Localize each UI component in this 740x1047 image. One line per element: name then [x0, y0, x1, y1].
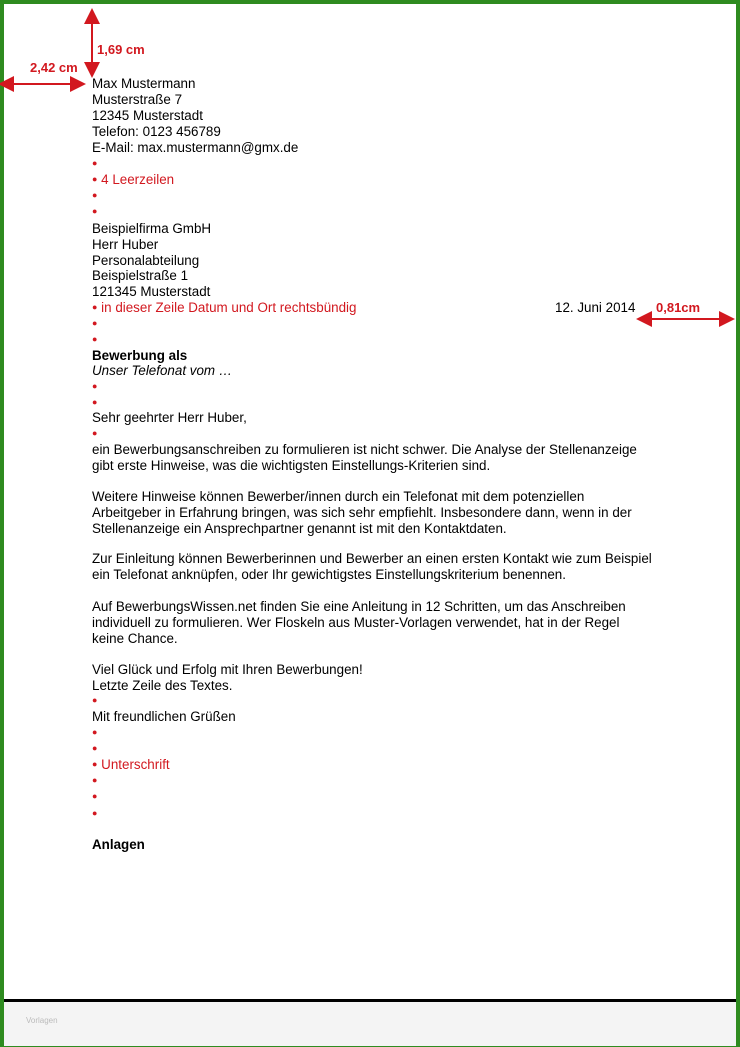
blank-line-marker [92, 693, 97, 710]
blank-line-marker [92, 725, 97, 742]
blank-line-marker [92, 156, 97, 173]
body-line: Auf BewerbungsWissen.net finden Sie eine Anleitung in 12 Schritten, um das Anschreiben [92, 599, 626, 614]
body-line: individuell zu formulieren. Wer Floskeln aus Muster-Vorlagen verwendet, hat in der Regel [92, 615, 620, 630]
attachments-heading: Anlagen [92, 837, 145, 852]
salutation: Sehr geehrter Herr Huber, [92, 410, 247, 425]
sender-email: E-Mail: max.mustermann@gmx.de [92, 140, 299, 155]
top-margin-label: 1,69 cm [97, 42, 145, 57]
body-line: ein Telefonat anknüpfen, oder Ihr gewichtigstes Einstellungskriterium benennen. [92, 567, 566, 582]
signature-hint [92, 757, 170, 774]
date-hint-text: in dieser Zeile Datum und Ort rechtsbündig [101, 300, 357, 315]
left-margin-label: 2,42 cm [30, 60, 78, 75]
letter-date: 12. Juni 2014 [555, 300, 636, 315]
body-line: Stellenanzeige ein Ansprechpartner genannt ist mit den Kontaktdaten. [92, 521, 507, 536]
body-line: Arbeitgeber in Erfahrung bringen, was sich sehr empfiehlt. Insbesondere dann, wenn in der [92, 505, 632, 520]
blank-line-hint [92, 172, 174, 189]
blank-line-marker [92, 741, 97, 758]
sender-street: Musterstraße 7 [92, 92, 183, 107]
recipient-department: Personalabteilung [92, 253, 200, 268]
sender-phone: Telefon: 0123 456789 [92, 124, 221, 139]
body-line: Letzte Zeile des Textes. [92, 678, 233, 693]
closing: Mit freundlichen Grüßen [92, 709, 236, 724]
recipient-company: Beispielfirma GmbH [92, 221, 212, 236]
blank-line-marker [92, 426, 97, 443]
body-line: Zur Einleitung können Bewerberinnen und Bewerber an einen ersten Kontakt wie zum Beispiel [92, 551, 652, 566]
body-line: Viel Glück und Erfolg mit Ihren Bewerbungen! [92, 662, 363, 677]
recipient-street: Beispielstraße 1 [92, 268, 189, 283]
sender-name: Max Mustermann [92, 76, 196, 91]
body-line: Weitere Hinweise können Bewerber/innen durch ein Telefonat mit dem potenziellen [92, 489, 585, 504]
blank-line-marker [92, 789, 97, 806]
subject-line: Bewerbung als [92, 348, 188, 363]
date-line-hint [92, 300, 356, 317]
blank-line-marker [92, 806, 97, 823]
blank-line-marker [92, 316, 97, 333]
blank-line-marker [92, 204, 97, 221]
body-line: gibt erste Hinweise, was die wichtigsten Einstellungs-Kriterien sind. [92, 458, 491, 473]
footer-bar [4, 999, 736, 1046]
blank-line-marker [92, 332, 97, 349]
recipient-person: Herr Huber [92, 237, 159, 252]
subject-subline: Unser Telefonat vom … [92, 363, 233, 378]
sender-city: 12345 Musterstadt [92, 108, 203, 123]
blank-lines-hint-text: 4 Leerzeilen [101, 172, 175, 187]
blank-line-marker [92, 773, 97, 790]
footer-text: Vorlagen [26, 1016, 58, 1025]
blank-line-marker [92, 188, 97, 205]
body-line: keine Chance. [92, 631, 178, 646]
signature-hint-text: Unterschrift [101, 757, 170, 772]
body-line: ein Bewerbungsanschreiben zu formulieren ist nicht schwer. Die Analyse der Stellenanzeige [92, 442, 637, 457]
right-margin-label: 0,81cm [656, 300, 701, 315]
recipient-city: 121345 Musterstadt [92, 284, 211, 299]
blank-line-marker [92, 379, 97, 396]
